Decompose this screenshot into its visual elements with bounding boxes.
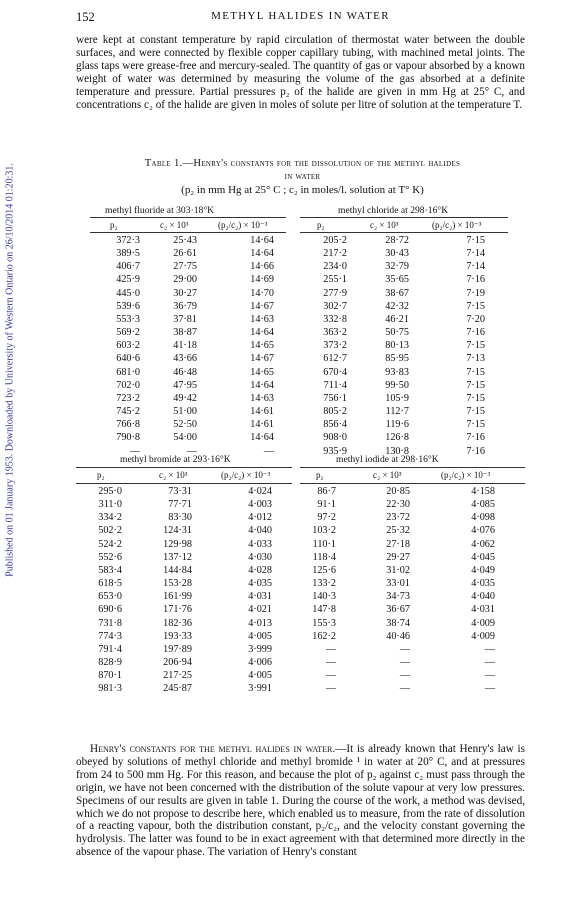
table-cell: 234·0 [323, 261, 347, 273]
table-cell: 7·14 [466, 261, 485, 273]
table-cell: 155·3 [312, 617, 336, 629]
table-cell: 4·005 [248, 670, 272, 682]
table-cell: 4·031 [471, 604, 495, 616]
table-cell: 29·27 [386, 551, 410, 563]
table-cell: 91·1 [317, 499, 336, 511]
table-cell: 28·72 [385, 235, 409, 246]
table-cell: 311·0 [98, 499, 122, 511]
table-cell: 935·9 [323, 445, 347, 457]
table-cell: 14·69 [250, 274, 274, 286]
table-cell: 118·4 [312, 551, 336, 563]
table-cell: 7·15 [466, 340, 485, 352]
table-cell: 14·64 [250, 327, 274, 339]
table-cell: 83·30 [168, 512, 192, 524]
table-cell: 153·28 [163, 578, 192, 590]
table-cell: 14·64 [250, 248, 274, 260]
closing-paragraph [76, 743, 525, 859]
table-cell: 690·6 [98, 604, 122, 616]
table-cell: 4·062 [471, 538, 495, 550]
group-title-methyl-chloride: methyl chloride at 298·16°K [338, 205, 449, 216]
table-cell: — [399, 643, 410, 655]
table-cell: 51·00 [173, 406, 197, 418]
table-cell: 144·84 [163, 564, 192, 576]
table-cell: 583·4 [98, 564, 122, 576]
table-cell: 295·0 [98, 486, 122, 497]
table-cell: 30·43 [385, 248, 409, 260]
table-cell: 774·3 [98, 630, 122, 642]
table-cell: 653·0 [98, 591, 122, 603]
table-cell: 47·95 [173, 379, 197, 391]
table-cell: 42·32 [385, 300, 409, 312]
table-cell: 981·3 [98, 683, 122, 695]
table-cell: 711·4 [323, 379, 347, 391]
iodide-c2-column [334, 485, 410, 696]
table-cell: 4·030 [248, 551, 272, 563]
table-cell: 7·16 [466, 432, 485, 444]
header-c2: c₂ × 10³ [370, 220, 399, 230]
table-cell: 4·035 [248, 578, 272, 590]
table-cell: 4·021 [248, 604, 272, 616]
table-cell: 7·20 [466, 313, 485, 325]
table-cell: 7·16 [466, 327, 485, 339]
table-cell: 4·085 [471, 499, 495, 511]
table-cell: — [484, 683, 495, 695]
table-cell: 29·00 [173, 274, 197, 286]
rule-top-right-sub [300, 232, 508, 233]
rule-bottom-right-sub [300, 483, 525, 484]
table-caption-line1: Table 1.—Henry's constants for the dissolution of the methyl halides [144, 158, 461, 169]
table-cell: 389·5 [116, 248, 140, 260]
table-cell: 27·75 [173, 261, 197, 273]
table-cell: 445·0 [116, 287, 140, 299]
table-cell: — [484, 670, 495, 682]
table-cell: 41·18 [173, 340, 197, 352]
table-cell: 126·8 [385, 432, 409, 444]
table-cell: 4·098 [471, 512, 495, 524]
table-cell: 640·6 [116, 353, 140, 365]
table-cell: 14·66 [250, 261, 274, 273]
table-cell: 37·81 [173, 313, 197, 325]
table-cell: 30·27 [173, 287, 197, 299]
table-cell: 7·15 [466, 366, 485, 378]
table-cell: 36·79 [173, 300, 197, 312]
table-cell: 908·0 [323, 432, 347, 444]
table-cell: 129·98 [163, 538, 192, 550]
table-cell: 50·75 [385, 327, 409, 339]
table-cell: 85·95 [385, 353, 409, 365]
table-cell: — [186, 445, 197, 457]
table-cell: — [484, 657, 495, 669]
table-cell: 14·67 [250, 353, 274, 365]
table-cell: 130·8 [385, 445, 409, 457]
table-cell: 14·63 [250, 313, 274, 325]
table-cell: 603·2 [116, 340, 140, 352]
table-cell: 363·2 [323, 327, 347, 339]
table-cell: 93·83 [385, 366, 409, 378]
rule-top-left-sub [90, 232, 286, 233]
table-cell: 22·30 [386, 499, 410, 511]
table-cell: 7·15 [466, 379, 485, 391]
table-cell: 406·7 [116, 261, 140, 273]
table-cell: 4·009 [471, 630, 495, 642]
table-cell: 112·7 [385, 406, 409, 418]
table-cell: 7·16 [466, 445, 485, 457]
table-cell: 31·02 [386, 564, 410, 576]
bromide-p2-column [46, 485, 122, 696]
table-cell: 14·64 [250, 432, 274, 444]
table-cell: 790·8 [116, 432, 140, 444]
table-cell: 140·3 [312, 591, 336, 603]
table-cell: 32·79 [385, 261, 409, 273]
table-cell: 4·076 [471, 525, 495, 537]
group-title-methyl-iodide: methyl iodide at 298·16°K [336, 454, 439, 465]
header-c2: c₂ × 10³ [373, 470, 402, 480]
table-cell: 43·66 [173, 353, 197, 365]
table-cell: 46·21 [385, 313, 409, 325]
table-cell: 46·48 [173, 366, 197, 378]
table-cell: 14·63 [250, 392, 274, 404]
table-cell: 373·2 [323, 340, 347, 352]
table-cell: 569·2 [116, 327, 140, 339]
table-cell: 36·67 [386, 604, 410, 616]
watermark-text: Published on 01 January 1953. Downloaded by University of Western Ontario on 26/10/2014 01:20:31. [4, 163, 16, 577]
header-p2: p₂ [317, 220, 325, 230]
header-c2: c₂ × 10³ [159, 470, 188, 480]
table-cell: 110·1 [312, 538, 336, 550]
table-cell: 372·3 [116, 235, 140, 246]
table-cell: 524·2 [98, 538, 122, 550]
table-cell: 7·15 [466, 235, 485, 246]
table-cell: — [399, 657, 410, 669]
rule-bottom-left [76, 467, 292, 468]
header-ratio: (p₂/c₂) × 10⁻³ [432, 220, 482, 230]
table-cell: 119·6 [385, 419, 409, 431]
fluoride-c2-column [121, 234, 197, 458]
table-cell: 14·61 [250, 406, 274, 418]
table-cell: 723·2 [116, 392, 140, 404]
table-cell: 4·003 [248, 499, 272, 511]
table-cell: 182·36 [163, 617, 192, 629]
chloride-c2-column [333, 234, 409, 458]
table-cell: 49·42 [173, 392, 197, 404]
table-cell: 14·70 [250, 287, 274, 299]
table-cell: 133·2 [312, 578, 336, 590]
table-cell: 86·7 [317, 486, 336, 497]
table-cell: 805·2 [323, 406, 347, 418]
table-cell: 4·040 [471, 591, 495, 603]
table-cell: 731·8 [98, 617, 122, 629]
page-header [76, 10, 525, 26]
table-cell: 54·00 [173, 432, 197, 444]
table-cell: 124·31 [163, 525, 192, 537]
table-cell: 4·033 [248, 538, 272, 550]
table-cell: 147·8 [312, 604, 336, 616]
table-cell: 332·8 [323, 313, 347, 325]
header-ratio: (p₂/c₂) × 10⁻³ [441, 470, 491, 480]
header-p2: p₂ [97, 470, 105, 480]
table-cell: 171·76 [163, 604, 192, 616]
table-cell: 791·4 [98, 643, 122, 655]
table-cell: 539·6 [116, 300, 140, 312]
table-cell: 217·2 [323, 248, 347, 260]
table-cell: — [325, 657, 336, 669]
table-units: (p₂ in mm Hg at 25° C ; c₂ in moles/l. solution at T° K) [181, 184, 424, 196]
table-cell: 73·31 [168, 486, 192, 497]
table-cell: — [399, 683, 410, 695]
table-cell: 38·74 [386, 617, 410, 629]
table-cell: 618·5 [98, 578, 122, 590]
table-cell: 870·1 [98, 670, 122, 682]
table-cell: 103·2 [312, 525, 336, 537]
table-cell: 856·4 [323, 419, 347, 431]
table-cell: — [129, 445, 140, 457]
table-cell: 7·15 [466, 419, 485, 431]
table-cell: 302·7 [323, 300, 347, 312]
table-cell: 7·14 [466, 248, 485, 260]
iodide-p2-column [260, 485, 336, 696]
table-cell: 756·1 [323, 392, 347, 404]
table-cell: 4·045 [471, 551, 495, 563]
running-title: METHYL HALIDES IN WATER [211, 10, 390, 22]
table-cell: 52·50 [173, 419, 197, 431]
table-cell: 255·1 [323, 274, 347, 286]
table-cell: — [484, 643, 495, 655]
table-cell: 77·71 [168, 499, 192, 511]
table-cell: 502·2 [98, 525, 122, 537]
table-cell: 7·15 [466, 392, 485, 404]
table-cell: 4·012 [248, 512, 272, 524]
table-cell: 4·031 [248, 591, 272, 603]
table-cell: 25·43 [173, 235, 197, 246]
chloride-ratio-column [409, 234, 485, 458]
table-cell: 38·87 [173, 327, 197, 339]
table-cell: 26·61 [173, 248, 197, 260]
table-cell: 125·6 [312, 564, 336, 576]
section-heading: Henry's constants for the methyl halides in water. [90, 743, 336, 755]
table-cell: 40·46 [386, 630, 410, 642]
table-cell: 334·2 [98, 512, 122, 524]
table-cell: 3·999 [248, 643, 272, 655]
table-cell: 4·040 [248, 525, 272, 537]
table-cell: 14·61 [250, 419, 274, 431]
table-cell: 97·2 [317, 512, 336, 524]
rule-bottom-right [300, 467, 525, 468]
table-cell: 193·33 [163, 630, 192, 642]
fluoride-ratio-column [198, 234, 274, 458]
table-cell: 3·991 [248, 683, 272, 695]
table-cell: 14·65 [250, 340, 274, 352]
group-title-methyl-bromide: methyl bromide at 293·16°K [120, 454, 231, 465]
table-cell: 277·9 [323, 287, 347, 299]
table-cell: — [263, 445, 274, 457]
table-caption-line2: in water [284, 170, 321, 182]
table-cell: 162·2 [312, 630, 336, 642]
table-cell: 552·6 [98, 551, 122, 563]
table-cell: 20·85 [386, 486, 410, 497]
table-cell: 33·01 [386, 578, 410, 590]
header-ratio: (p₂/c₂) × 10⁻³ [221, 470, 271, 480]
table-cell: 14·64 [250, 235, 274, 246]
page-number: 152 [76, 10, 95, 24]
header-p2: p₂ [316, 470, 324, 480]
table-cell: 4·005 [248, 630, 272, 642]
table-cell: 670·4 [323, 366, 347, 378]
table-cell: 217·25 [163, 670, 192, 682]
header-ratio: (p₂/c₂) × 10⁻³ [218, 220, 268, 230]
rule-bottom-left-sub [76, 483, 292, 484]
download-watermark [3, 120, 17, 620]
table-cell: 205·2 [323, 235, 347, 246]
table-cell: 99·50 [385, 379, 409, 391]
table-cell: 206·94 [163, 657, 192, 669]
table-cell: 681·0 [116, 366, 140, 378]
table-cell: 34·73 [386, 591, 410, 603]
table-cell: 14·67 [250, 300, 274, 312]
table-cell: 137·12 [163, 551, 192, 563]
table-cell: 7·16 [466, 274, 485, 286]
header-p2: p₂ [110, 220, 118, 230]
table-cell: 4·028 [248, 564, 272, 576]
table-cell: 7·19 [466, 287, 485, 299]
table-cell: — [325, 643, 336, 655]
table-cell: 197·89 [163, 643, 192, 655]
table-cell: 745·2 [116, 406, 140, 418]
iodide-ratio-column [419, 485, 495, 696]
table-caption [100, 158, 505, 183]
table-cell: 23·72 [386, 512, 410, 524]
table-cell: 553·3 [116, 313, 140, 325]
table-cell: 766·8 [116, 419, 140, 431]
table-cell: 7·13 [466, 353, 485, 365]
table-cell: 14·65 [250, 366, 274, 378]
table-cell: 4·013 [248, 617, 272, 629]
rule-top-left [90, 217, 286, 218]
table-cell: 7·15 [466, 406, 485, 418]
header-c2: c₂ × 10³ [160, 220, 189, 230]
table-cell: 702·0 [116, 379, 140, 391]
table-cell: — [325, 670, 336, 682]
table-cell: 14·64 [250, 379, 274, 391]
bromide-c2-column [116, 485, 192, 696]
table-cell: — [325, 683, 336, 695]
table-cell: 7·15 [466, 300, 485, 312]
table-cell: 612·7 [323, 353, 347, 365]
rule-top-right [300, 217, 508, 218]
table-cell: 105·9 [385, 392, 409, 404]
table-cell: 27·18 [386, 538, 410, 550]
table-cell: 80·13 [385, 340, 409, 352]
table-cell: 35·65 [385, 274, 409, 286]
table-cell: 4·006 [248, 657, 272, 669]
table-cell: 25·32 [386, 525, 410, 537]
table-cell: 4·049 [471, 564, 495, 576]
table-cell: 4·024 [248, 486, 272, 497]
table-cell: 4·035 [471, 578, 495, 590]
table-cell: 4·009 [471, 617, 495, 629]
table-cell: 425·9 [116, 274, 140, 286]
table-cell: 245·87 [163, 683, 192, 695]
table-cell: — [399, 670, 410, 682]
closing-text: —It is already known that Henry's law is obeyed by solutions of methyl chloride and methyl bromide ¹ in water at 20° C, and at pressures from 24 to 500 mm Hg. For this reason, and because the plot of p₂ against c₂ must pass through the origin, we have not been concerned with the distribution of the solute vapour at very low pressures. Specimens of our results are given in table 1. During the course of the work, a method was devised, which we do not propose to describe here, which enabled us to measure, from the rate of dissolution of a reacting vapour, both the distribution constant, p₂/c₂, and the velocity constant governing the hydrolysis. The latter was found to be in exact agreement with that determined more directly in the absence of the vapour phase. The variation of Henry's constant [76, 743, 525, 859]
table-cell: 828·9 [98, 657, 122, 669]
table-cell: 38·67 [385, 287, 409, 299]
table-cell: 161·99 [163, 591, 192, 603]
table-cell: 4·158 [471, 486, 495, 497]
intro-paragraph: were kept at constant temperature by rapid circulation of thermostat water between the double surfaces, and were connected by flexible copper capillary tubing, with machined metal joints. The glass taps were grease-free and mercury-sealed. The quantity of gas or vapour absorbed by a known weight of water was determined by measuring the volume of the gas absorbed at a definite temperature and pressure. Partial pressures p₂ of the halide are given in mm Hg at 25° C, and concentrations c₂ of the halide are given in moles of solute per litre of solution at the temperature T. [76, 34, 525, 111]
group-title-methyl-fluoride: methyl fluoride at 303·18°K [105, 205, 215, 216]
